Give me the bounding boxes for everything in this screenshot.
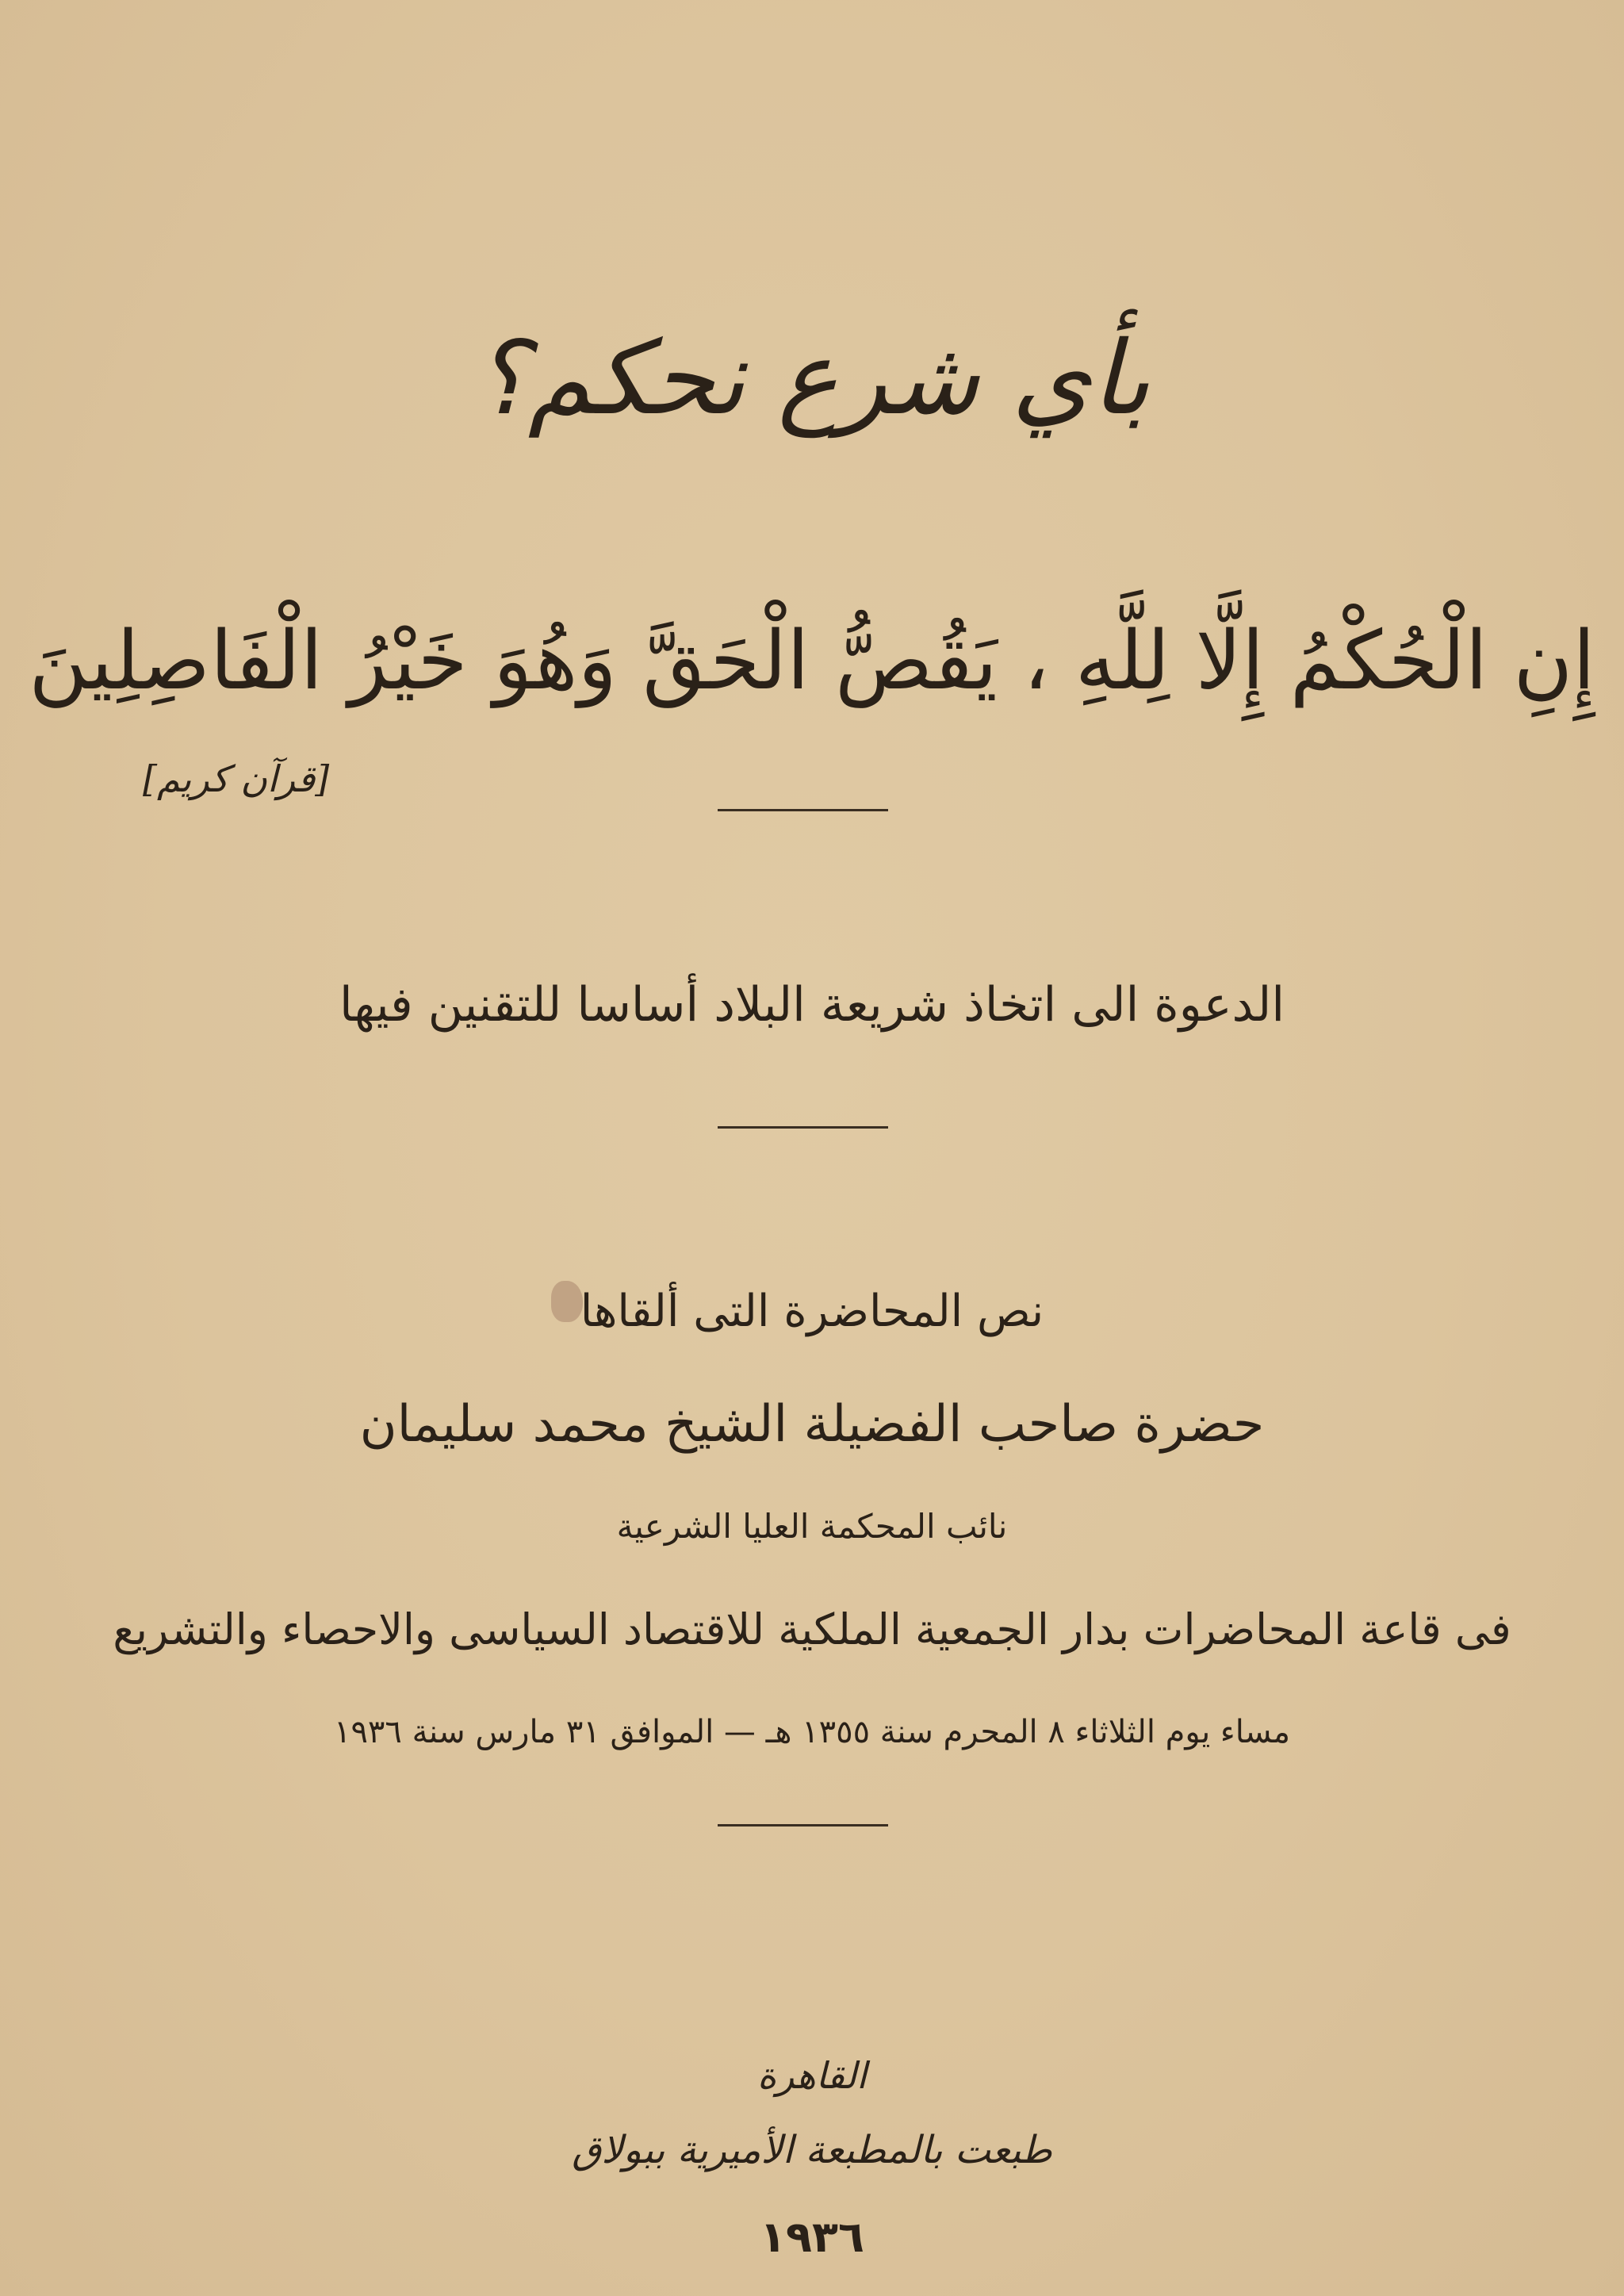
- publication-city: القاهرة: [757, 2054, 867, 2097]
- document-title: بأي شرع نحكم؟: [473, 320, 1151, 438]
- lecturer-position: نائب المحكمة العليا الشرعية: [616, 1507, 1008, 1546]
- divider-rule: [718, 809, 888, 811]
- lecturer-name: حضرة صاحب الفضيلة الشيخ محمد سليمان: [359, 1395, 1265, 1454]
- publication-year: ١٩٣٦: [760, 2212, 864, 2262]
- lecture-venue: فى قاعة المحاضرات بدار الجمعية الملكية للاقتصاد السياسى والاحصاء والتشريع: [113, 1604, 1511, 1654]
- divider-rule: [718, 1126, 888, 1129]
- verse-source: [قرآن كريم]: [143, 757, 330, 800]
- divider-rule: [718, 1824, 888, 1826]
- lecture-intro: نص المحاضرة التى ألقاها: [580, 1286, 1044, 1337]
- quran-verse: إِنِ الْحُكْمُ إِلَّا لِلَّهِ ، يَقُصُّ الْحَقَّ وَهُوَ خَيْرُ الْفَاصِلِينَ: [29, 614, 1595, 708]
- lecture-date: مساء يوم الثلاثاء ٨ المحرم سنة ١٣٥٥ هـ — الموافق ٣١ مارس سنة ١٩٣٦: [333, 1714, 1291, 1750]
- printer-name: طبعت بالمطبعة الأميرية ببولاق: [572, 2128, 1052, 2172]
- invitation-line: الدعوة الى اتخاذ شريعة البلاد أساسا للتقنين فيها: [339, 977, 1285, 1033]
